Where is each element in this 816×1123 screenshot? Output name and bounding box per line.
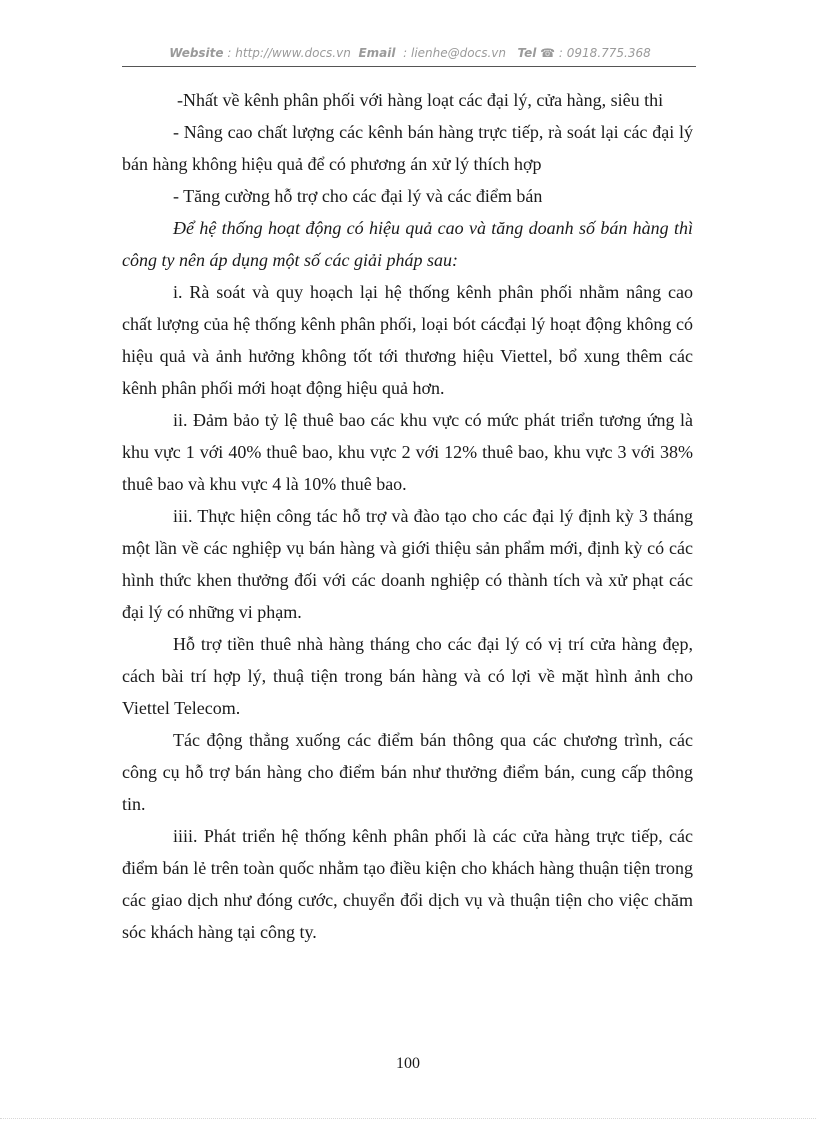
paragraph-direct-impact: Tác động thẳng xuống các điểm bán thông qua các chương trình, các công cụ hỗ trợ bán hàng cho điểm bán như thưởng điểm bán, cung cấp thông tin. (122, 730, 693, 814)
tel-label: Tel (517, 46, 537, 60)
email-value: : lienhe@docs.vn (403, 46, 506, 60)
paragraph-solution-iiii: iiii. Phát triển hệ thống kênh phân phối là các cửa hàng trực tiếp, các điểm bán lẻ trên toàn quốc nhằm tạo điều kiện cho khách hàng thuận tiện trong các giao dịch như đóng cước, chuyển đổi dịch vụ và thuận tiện cho việc chăm sóc khách hàng tại công ty. (122, 826, 693, 942)
document-body (122, 84, 693, 948)
paragraph-solution-iii: iii. Thực hiện công tác hỗ trợ và đào tạo cho các đại lý định kỳ 3 tháng một lần về các nghiệp vụ bán hàng và giới thiệu sản phẩm mới, định kỳ có các hình thức khen thưởng đối với các doanh nghiệp có thành tích và xử phạt các đại lý có những vi phạm. (122, 506, 693, 622)
footer-dotted-line (0, 1118, 816, 1119)
header-divider (122, 66, 696, 67)
page-number: 100 (396, 1055, 420, 1072)
page-header (122, 46, 698, 60)
paragraph-rent-support: Hỗ trợ tiền thuê nhà hàng tháng cho các đại lý có vị trí cửa hàng đẹp, cách bài trí hợp lý, thuậ tiện trong bán hàng và có lợi về mặt hình ảnh cho Viettel Telecom. (122, 634, 693, 718)
paragraph-solution-ii: ii. Đảm bảo tỷ lệ thuê bao các khu vực có mức phát triển tương ứng là khu vực 1 với 40% thuê bao, khu vực 2 với 12% thuê bao, khu vực 3 với 38% thuê bao và khu vực 4 là 10% thuê bao. (122, 410, 693, 494)
paragraph-solution-i: i. Rà soát và quy hoạch lại hệ thống kênh phân phối nhằm nâng cao chất lượng của hệ thống kênh phân phối, loại bót cácđại lý hoạt động không có hiệu quả và ảnh hưởng không tốt tới thương hiệu Viettel, bổ xung thêm các kênh phân phối mới hoạt động hiệu quả hơn. (122, 282, 693, 398)
website-value: : http://www.docs.vn (227, 46, 351, 60)
email-label: Email (358, 46, 396, 60)
paragraph-distribution-lead: -Nhất về kênh phân phối với hàng loạt các đại lý, cửa hàng, siêu thi (177, 90, 664, 110)
tel-value: ☎ : 0918.775.368 (540, 46, 651, 60)
paragraph-quality-channels: - Nâng cao chất lượng các kênh bán hàng trực tiếp, rà soát lại các đại lý bán hàng không hiệu quả để có phương án xử lý thích hợp (122, 122, 693, 174)
paragraph-solutions-intro: Để hệ thống hoạt động có hiệu quả cao và tăng doanh số bán hàng thì công ty nên áp dụng một số các giải pháp sau: (122, 218, 693, 270)
paragraph-support-agents: - Tăng cường hỗ trợ cho các đại lý và các điểm bán (173, 186, 543, 206)
website-label: Website (169, 46, 224, 60)
